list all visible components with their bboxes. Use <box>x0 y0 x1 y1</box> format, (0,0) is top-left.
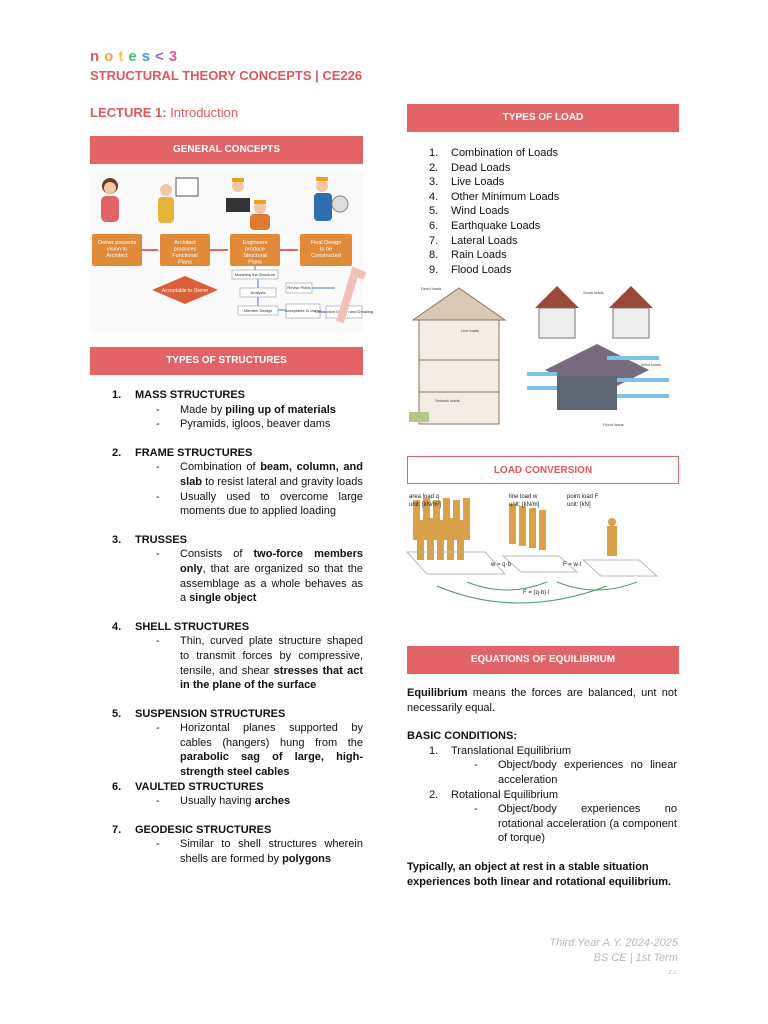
structure-detail: - Thin, curved plate structure shaped to transmit forces by compressive, tensile, and shear stresses that act in the plane of the surface <box>156 635 364 692</box>
footer <box>549 936 678 981</box>
structure-heading <box>90 780 363 795</box>
structure-number: 2. <box>112 446 122 459</box>
load-list-item: 3. Live Loads <box>429 176 505 189</box>
load-list-item: 2. Dead Loads <box>429 161 511 174</box>
structure-heading <box>90 620 363 635</box>
structure-heading <box>90 388 363 403</box>
structure-number: 4. <box>112 620 122 633</box>
condition-item: 1. Translational Equilibrium <box>429 744 572 757</box>
structure-item <box>90 707 363 780</box>
brand-letter: o <box>104 48 119 65</box>
line-load-people-icon <box>509 504 546 550</box>
load-types-figure <box>407 280 679 430</box>
load-list-item: 8. Rain Loads <box>429 249 507 262</box>
structure-detail: - Horizontal planes supported by cables (hangers) hung from the parabolic sag of large, high-strength steel cables <box>156 722 363 779</box>
structure-number: 3. <box>112 533 122 546</box>
structure-detail: - Consists of two-force members only, that are organized so that the assemblage as a whole behaves as a single object <box>156 548 363 605</box>
architect-person-icon <box>158 178 198 223</box>
svg-text:Live loads: Live loads <box>461 328 480 333</box>
structure-detail: - Pyramids, igloos, beaver dams <box>156 418 331 431</box>
svg-text:Wind loads: Wind loads <box>641 362 661 367</box>
brand-letter: < <box>155 48 169 65</box>
footer-year: Third Year A.Y. 2024-2025 <box>549 937 678 949</box>
svg-text:Dead loads: Dead loads <box>421 286 442 291</box>
flow-box-1: Owner presents vision to Architect <box>97 240 137 259</box>
svg-text:Revise Plans: Revise Plans <box>287 285 311 290</box>
lecture-label: LECTURE 1: <box>90 105 167 120</box>
wind-storm-house-icon <box>527 344 669 410</box>
svg-text:line load w: line load w <box>509 494 538 500</box>
structure-detail: - Similar to shell structures wherein shells are formed by polygons <box>156 838 363 866</box>
flow-box-3: Engineers produce Structural Plans <box>242 240 268 266</box>
conditions-list <box>407 744 677 846</box>
structure-number: 7. <box>112 823 122 836</box>
general-concepts-figure <box>90 172 374 332</box>
general-concepts-banner: GENERAL CONCEPTS <box>90 136 363 164</box>
load-list-item: 6. Earthquake Loads <box>429 219 541 232</box>
svg-text:Snow loads: Snow loads <box>583 290 604 295</box>
brand-letter: n <box>90 48 105 65</box>
structure-title: FRAME STRUCTURES <box>135 446 253 459</box>
structure-item <box>90 446 363 519</box>
svg-text:area load q: area load q <box>409 494 440 500</box>
svg-text:Flood loads: Flood loads <box>603 422 624 427</box>
svg-text:w = q·b: w = q·b <box>491 562 511 568</box>
svg-text:Acceptable to owner: Acceptable to owner <box>284 308 322 313</box>
structure-item <box>90 823 363 867</box>
svg-text:Modeling the Structure: Modeling the Structure <box>234 272 276 277</box>
structure-number: 5. <box>112 707 122 720</box>
point-load-person-icon <box>607 518 617 556</box>
house-section-icon <box>409 288 505 424</box>
structure-title: MASS STRUCTURES <box>135 389 246 401</box>
condition-detail: - Object/body experiences no rotational acceleration (a component of torque) <box>474 803 677 845</box>
load-list-item: 9. Flood Loads <box>429 263 512 276</box>
equilibrium-banner: EQUATIONS OF EQUILIBRIUM <box>407 646 679 674</box>
brand-letter: e <box>128 48 142 65</box>
structure-detail: - Usually used to overcome large moments due to applied loading <box>156 490 363 518</box>
footer-program: BS CE | 1st Term <box>593 952 678 964</box>
structure-item <box>90 388 363 432</box>
equilibrium-section <box>407 686 677 889</box>
brand-letter: s <box>141 48 156 65</box>
structure-item <box>90 533 363 606</box>
svg-text:F = (q·b)·l: F = (q·b)·l <box>523 590 550 596</box>
structure-item <box>90 780 363 809</box>
footer-initials: z.c. <box>668 970 678 976</box>
svg-text:Member Design: Member Design <box>243 308 273 313</box>
load-conversion-figure <box>407 490 679 626</box>
brand-letter: t <box>118 48 129 65</box>
owner-person-icon <box>101 178 119 222</box>
load-list <box>407 146 559 277</box>
svg-text:Connection Design and Detailin: Connection Design and Detailing <box>314 309 374 314</box>
structure-title: SUSPENSION STRUCTURES <box>135 707 286 720</box>
brand-logo <box>90 48 182 65</box>
types-of-structures-banner: TYPES OF STRUCTURES <box>90 347 363 375</box>
structure-heading <box>90 446 363 461</box>
svg-text:unit: [kN/m²]: unit: [kN/m²] <box>409 502 442 508</box>
structures-list <box>90 388 363 881</box>
course-title: STRUCTURAL THEORY CONCEPTS | CE226 <box>90 68 363 83</box>
structure-heading <box>90 707 363 722</box>
load-conversion-diagram <box>407 490 679 626</box>
svg-text:unit: [kN]: unit: [kN] <box>567 502 591 508</box>
svg-text:F = w·l: F = w·l <box>563 562 582 568</box>
structure-title: SHELL STRUCTURES <box>135 620 250 633</box>
structure-number: 6. <box>112 780 122 793</box>
condition-detail: - Object/body experiences no linear acceleration <box>474 759 677 786</box>
condition-item: 2. Rotational Equilibrium <box>429 788 558 801</box>
structure-title: GEODESIC STRUCTURES <box>135 823 272 836</box>
structure-item <box>90 620 363 693</box>
flow-box-4: Final Design to be Constructed <box>310 240 342 259</box>
load-list-item: 1. Combination of Loads <box>429 147 559 159</box>
svg-text:point load F: point load F <box>567 494 599 500</box>
house-loads-illustration <box>407 280 679 430</box>
brand-letter: 3 <box>168 48 183 65</box>
engineer-person-icon <box>226 178 270 230</box>
load-list-item: 7. Lateral Loads <box>429 234 518 247</box>
structure-heading <box>90 533 363 548</box>
basic-conditions-heading: BASIC CONDITIONS: <box>407 730 517 743</box>
structure-title: VAULTED STRUCTURES <box>135 780 264 793</box>
structure-detail: - Usually having arches <box>156 795 291 808</box>
builder-person-icon <box>314 177 348 221</box>
structure-detail: - Combination of beam, column, and slab to resist lateral and gravity loads <box>156 461 363 488</box>
lecture-name: Introduction <box>170 105 239 120</box>
design-process-diagram <box>90 172 374 332</box>
equilibrium-conclusion: Typically, an object at rest in a stable situation experiences both linear and rotational equilibrium. <box>407 860 672 888</box>
load-conversion-banner: LOAD CONVERSION <box>407 456 679 484</box>
types-of-load-banner: TYPES OF LOAD <box>407 104 679 132</box>
flow-box-2: Architect produces Functional Plans <box>172 240 198 266</box>
load-list-item: 4. Other Minimum Loads <box>429 190 560 203</box>
structure-detail: - Made by piling up of materials <box>156 403 336 416</box>
load-list-item: 5. Wind Loads <box>429 205 510 218</box>
structure-title: TRUSSES <box>135 533 187 546</box>
equilibrium-intro: Equilibrium means the forces are balanced, unt not necessarily equal. <box>407 687 677 714</box>
diamond-label: Acceptable to Owner <box>161 288 209 294</box>
svg-text:Seismic loads: Seismic loads <box>435 398 460 403</box>
svg-text:Analysis: Analysis <box>250 290 266 295</box>
structure-heading <box>90 823 363 838</box>
lecture-title <box>90 105 238 120</box>
structure-number: 1. <box>112 389 122 401</box>
svg-text:unit: [kN/m]: unit: [kN/m] <box>509 502 540 508</box>
